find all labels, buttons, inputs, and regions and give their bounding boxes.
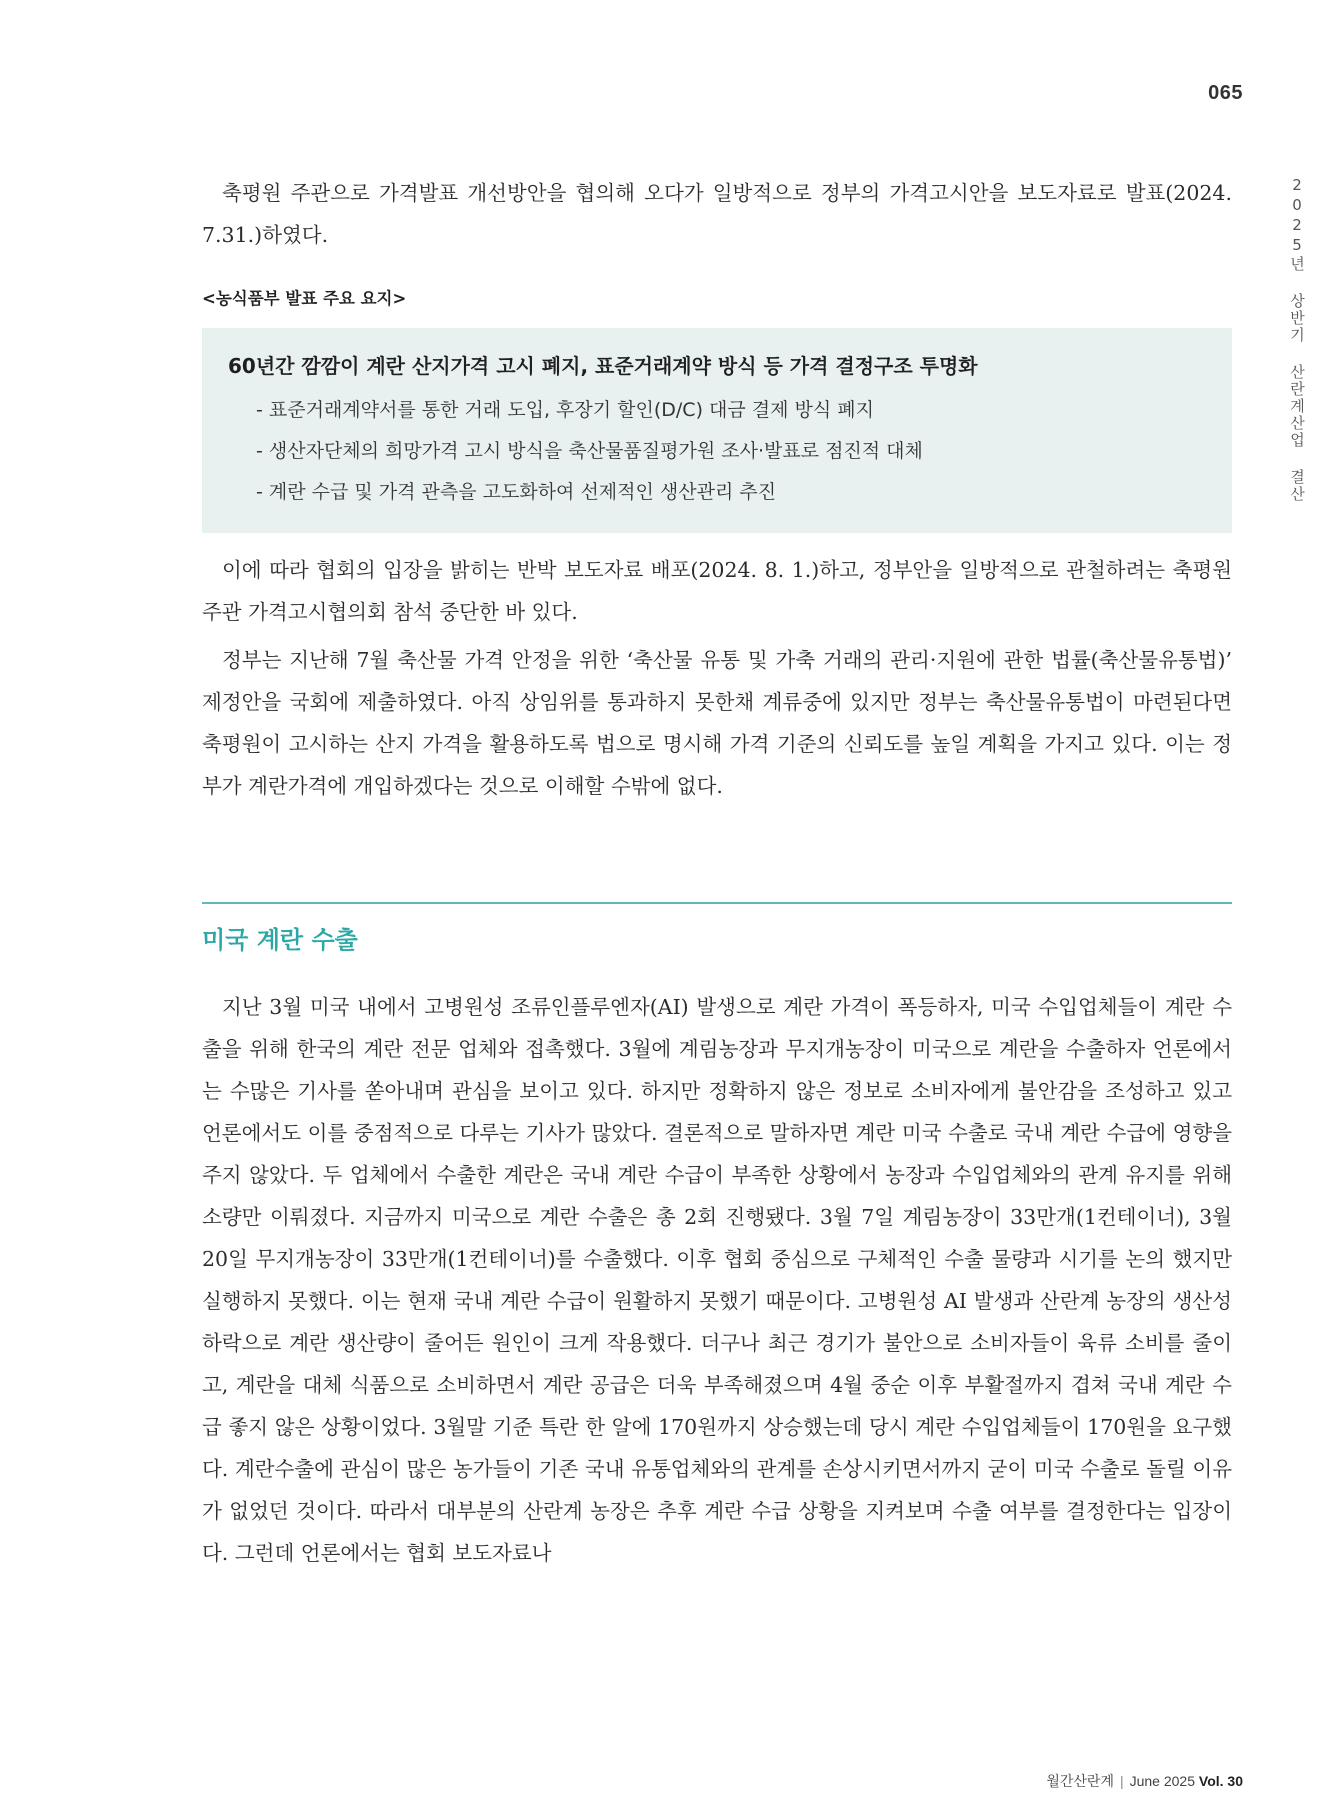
page-footer [1046,1771,1243,1791]
summary-item: - 생산자단체의 희망가격 고시 방식을 축산물품질평가원 조사·발표로 점진적 대체 [256,440,923,462]
section-paragraph: 지난 3월 미국 내에서 고병원성 조류인플루엔자(AI) 발생으로 계란 가격이 폭등하자, 미국 수입업체들이 계란 수출을 위해 한국의 계란 전문 업체와 접촉했다. 3월에 계림농장과 무지개농장이 미국으로 계란을 수출하자 언론에서는 수많은 기사를 쏟아내며 관심을 보이고 있다. 하지만 정확하지 않은 정보로 소비자에게 불안감을 조성하고 있고 언론에서도 이를 중점적으로 다루는 기사가 많았다. 결론적으로 말하자면 계란 미국 수출로 국내 계란 수급에 영향을 주지 않았다. 두 업체에서 수출한 계란은 국내 계란 수급이 부족한 상황에서 농장과 수입업체와의 관계 유지를 위해 소량만 이뤄졌다. 지금까지 미국으로 계란 수출은 총 2회 진행됐다. 3월 7일 계림농장이 33만개(1컨테이너), 3월 20일 무지개농장이 33만개(1컨테이너)를 수출했다. 이후 협회 중심으로 구체적인 수출 물량과 시기를 논의 했지만 실행하지 못했다. 이는 현재 국내 계란 수급이 원활하지 못했기 때문이다. 고병원성 AI 발생과 산란계 농장의 생산성 하락으로 계란 생산량이 줄어든 원인이 크게 작용했다. 더구나 최근 경기가 불안으로 소비자들이 육류 소비를 줄이고, 계란을 대체 식품으로 소비하면서 계란 공급은 더욱 부족해졌으며 4월 중순 이후 부활절까지 겹쳐 국내 계란 수급 좋지 않은 상황이었다. 3월말 기준 특란 한 알에 170원까지 상승했는데 당시 계란 수입업체들이 170원을 요구했다. 계란수출에 관심이 많은 농가들이 기존 국내 유통업체와의 관계를 손상시키면서까지 굳이 미국 수출로 돌릴 이유가 없었던 것이다. 따라서 대부분의 산란계 농장은 추후 계란 수급 상황을 지켜보며 수출 여부를 결정한다는 입장이다. 그런데 언론에서는 협회 보도자료나 [202,995,1232,1565]
summary-item: - 계란 수급 및 가격 관측을 고도화하여 선제적인 생산관리 추진 [256,481,777,503]
intro-paragraph: 축평원 주관으로 가격발표 개선방안을 협의해 오다가 일방적으로 정부의 가격고시안을 보도자료로 발표(2024. 7.31.)하였다. [202,181,1232,247]
article-body [202,172,1232,1574]
footer-separator: | [1119,1773,1124,1789]
footer-volume: Vol. 30 [1198,1773,1243,1789]
body-paragraph: 정부는 지난해 7월 축산물 가격 안정을 위한 ‘축산물 유통 및 가축 거래의 관리·지원에 관한 법률(축산물유통법)’ 제정안을 국회에 제출하였다. 아직 상임위를 통과하지 못한채 계류중에 있지만 정부는 축산물유통법이 마련된다면 축평원이 고시하는 산지 가격을 활용하도록 법으로 명시해 가격 기준의 신뢰도를 높일 계획을 가지고 있다. 이는 정부가 계란가격에 개입하겠다는 것으로 이해할 수밖에 없다. [202,648,1232,798]
side-running-title: 2025년 상반기 산란계산업 결산 [1288,176,1306,503]
footer-magazine: 월간산란계 [1046,1773,1114,1789]
section-divider [202,902,1232,904]
summary-heading: 60년간 깜깜이 계란 산지가격 고시 폐지, 표준거래계약 방식 등 가격 결정구조 투명화 [228,354,978,378]
summary-box [202,328,1232,533]
page-number: 065 [1208,82,1243,104]
body-paragraph: 이에 따라 협회의 입장을 밝히는 반박 보도자료 배포(2024. 8. 1.)하고, 정부안을 일방적으로 관철하려는 축평원 주관 가격고시협의회 참석 중단한 바 있다. [202,558,1232,624]
box-caption: <농식품부 발표 주요 요지> [202,289,407,308]
footer-issue: June 2025 [1129,1773,1196,1789]
summary-list [228,390,1206,513]
summary-item: - 표준거래계약서를 통한 거래 도입, 후장기 할인(D/C) 대금 결제 방식 폐지 [256,399,874,421]
section-title: 미국 계란 수출 [202,926,358,954]
